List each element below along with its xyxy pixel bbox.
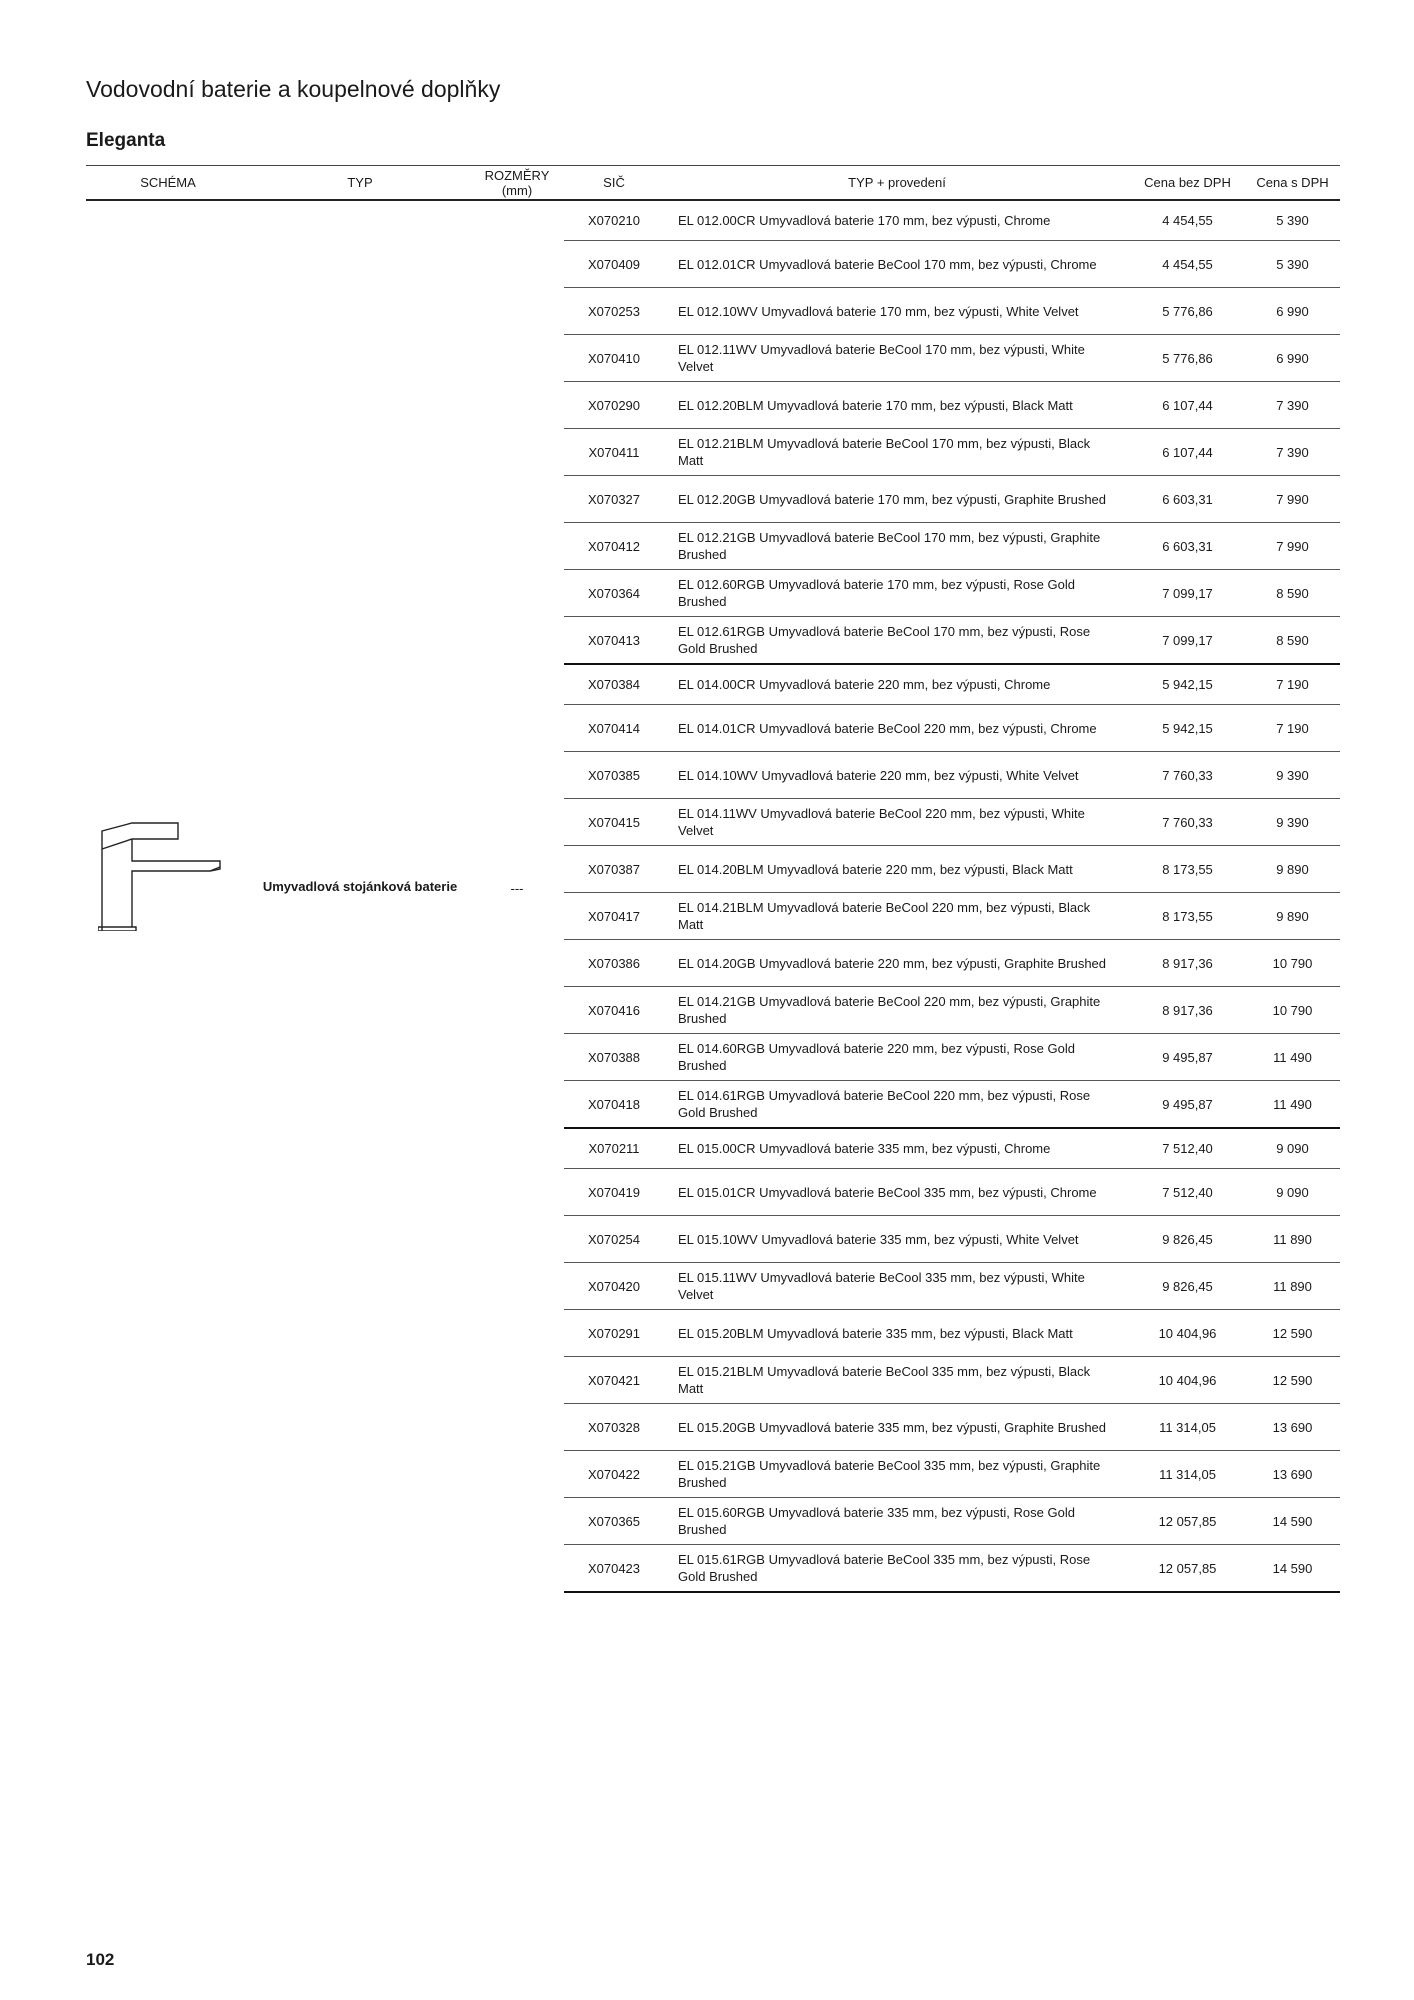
price-without-vat-cell: 9 826,45 (1162, 1278, 1213, 1294)
table-row (564, 1169, 1340, 1216)
sic-cell: X070387 (587, 861, 641, 877)
price-with-vat-cell: 7 390 (1276, 397, 1309, 413)
sic-cell: X070364 (587, 585, 641, 601)
price-with-vat-cell: 9 390 (1276, 814, 1309, 830)
sic-cell: X070385 (587, 767, 641, 783)
sic-cell: X070414 (587, 720, 641, 736)
sic-cell: X070422 (587, 1466, 641, 1482)
table-row (564, 476, 1340, 523)
description-cell: EL 015.10WV Umyvadlová baterie 335 mm, bez výpusti, White Velvet (678, 1231, 1079, 1247)
price-without-vat-cell: 8 173,55 (1162, 908, 1213, 924)
table-row (564, 1034, 1340, 1081)
header-schema: SCHÉMA (140, 175, 196, 190)
price-without-vat-cell: 8 917,36 (1162, 955, 1213, 971)
description-cell: EL 015.21GB Umyvadlová baterie BeCool 335 mm, bez výpusti, Graphite Brushed (678, 1458, 1101, 1490)
price-without-vat-cell: 5 776,86 (1162, 303, 1213, 319)
sic-cell: X070419 (587, 1184, 641, 1200)
price-with-vat-cell: 6 990 (1276, 350, 1309, 366)
table-row (564, 429, 1340, 476)
sic-cell: X070418 (587, 1096, 641, 1112)
price-without-vat-cell: 4 454,55 (1162, 213, 1213, 228)
sic-cell: X070410 (587, 350, 641, 366)
description-cell: EL 014.21GB Umyvadlová baterie BeCool 220 mm, bez výpusti, Graphite Brushed (678, 994, 1101, 1026)
sic-cell: X070291 (587, 1325, 641, 1341)
header-typ-provedeni: TYP + provedení (848, 175, 946, 190)
price-without-vat-cell: 11 314,05 (1159, 1466, 1216, 1482)
product-group-cell (86, 201, 564, 1593)
price-without-vat-cell: 12 057,85 (1158, 1513, 1217, 1529)
sic-cell: X070211 (588, 1141, 640, 1156)
price-without-vat-cell: 11 314,05 (1159, 1419, 1216, 1435)
price-with-vat-cell: 8 590 (1276, 632, 1309, 648)
table-row (564, 241, 1340, 288)
price-with-vat-cell: 14 590 (1272, 1513, 1313, 1529)
table-row (564, 570, 1340, 617)
description-cell: EL 014.10WV Umyvadlová baterie 220 mm, bez výpusti, White Velvet (678, 767, 1079, 783)
price-with-vat-cell: 11 890 (1273, 1278, 1312, 1294)
table-row (564, 987, 1340, 1034)
description-cell: EL 014.20BLM Umyvadlová baterie 220 mm, bez výpusti, Black Matt (678, 861, 1073, 877)
price-without-vat-cell: 5 776,86 (1162, 350, 1213, 366)
price-with-vat-cell: 13 690 (1272, 1419, 1313, 1435)
price-without-vat-cell: 8 917,36 (1162, 1002, 1213, 1018)
price-with-vat-cell: 7 190 (1276, 720, 1309, 736)
table-row (564, 617, 1340, 665)
price-with-vat-cell: 12 590 (1272, 1372, 1313, 1388)
price-without-vat-cell: 7 760,33 (1162, 767, 1213, 783)
table-rows (564, 201, 1340, 1593)
price-with-vat-cell: 6 990 (1276, 303, 1309, 319)
sic-cell: X070409 (587, 256, 641, 272)
table-row (564, 1357, 1340, 1404)
header-cena-bez-dph: Cena bez DPH (1144, 175, 1231, 190)
sic-cell: X070415 (587, 814, 641, 830)
price-without-vat-cell: 6 603,31 (1162, 491, 1213, 507)
description-cell: EL 012.21BLM Umyvadlová baterie BeCool 170 mm, bez výpusti, Black Matt (678, 436, 1091, 468)
sic-cell: X070411 (588, 444, 640, 460)
sic-cell: X070386 (587, 955, 641, 971)
price-without-vat-cell: 9 495,87 (1162, 1049, 1213, 1065)
price-without-vat-cell: 10 404,96 (1158, 1325, 1217, 1341)
price-without-vat-cell: 4 454,55 (1162, 256, 1213, 272)
description-cell: EL 012.20GB Umyvadlová baterie 170 mm, bez výpusti, Graphite Brushed (678, 491, 1107, 507)
description-cell: EL 015.11WV Umyvadlová baterie BeCool 335 mm, bez výpusti, White Velvet (678, 1270, 1085, 1302)
description-cell: EL 015.21BLM Umyvadlová baterie BeCool 335 mm, bez výpusti, Black Matt (678, 1364, 1091, 1396)
price-with-vat-cell: 14 590 (1272, 1560, 1313, 1576)
description-cell: EL 014.61RGB Umyvadlová baterie BeCool 220 mm, bez výpusti, Rose Gold Brushed (678, 1088, 1091, 1120)
price-with-vat-cell: 10 790 (1272, 1002, 1313, 1018)
price-without-vat-cell: 5 942,15 (1162, 720, 1213, 736)
description-cell: EL 015.60RGB Umyvadlová baterie 335 mm, bez výpusti, Rose Gold Brushed (678, 1505, 1075, 1537)
table-body (86, 201, 1340, 1593)
description-cell: EL 015.01CR Umyvadlová baterie BeCool 335 mm, bez výpusti, Chrome (678, 1184, 1097, 1200)
sic-cell: X070423 (587, 1560, 641, 1576)
table-row (564, 523, 1340, 570)
price-with-vat-cell: 5 390 (1276, 256, 1309, 272)
price-table (86, 165, 1340, 1593)
sic-cell: X070384 (587, 677, 641, 692)
price-without-vat-cell: 7 512,40 (1162, 1141, 1213, 1156)
sic-cell: X070412 (587, 538, 641, 554)
price-without-vat-cell: 9 495,87 (1162, 1096, 1213, 1112)
price-with-vat-cell: 9 890 (1276, 908, 1309, 924)
description-cell: EL 012.10WV Umyvadlová baterie 170 mm, bez výpusti, White Velvet (678, 303, 1079, 319)
price-without-vat-cell: 7 760,33 (1162, 814, 1213, 830)
table-row (564, 940, 1340, 987)
price-with-vat-cell: 11 890 (1273, 1231, 1312, 1247)
price-without-vat-cell: 10 404,96 (1158, 1372, 1217, 1388)
sic-cell: X070420 (587, 1278, 641, 1294)
table-row (564, 288, 1340, 335)
table-row (564, 752, 1340, 799)
page-title: Vodovodní baterie a koupelnové doplňky (86, 76, 501, 102)
sic-cell: X070327 (587, 491, 641, 507)
table-row (564, 665, 1340, 705)
description-cell: EL 014.01CR Umyvadlová baterie BeCool 220 mm, bez výpusti, Chrome (678, 720, 1097, 736)
sic-cell: X070253 (587, 303, 641, 319)
price-without-vat-cell: 6 107,44 (1162, 397, 1213, 413)
sic-cell: X070413 (587, 632, 641, 648)
description-cell: EL 015.20BLM Umyvadlová baterie 335 mm, bez výpusti, Black Matt (678, 1325, 1073, 1341)
description-cell: EL 014.21BLM Umyvadlová baterie BeCool 220 mm, bez výpusti, Black Matt (678, 900, 1091, 932)
description-cell: EL 012.20BLM Umyvadlová baterie 170 mm, bez výpusti, Black Matt (678, 397, 1073, 413)
sic-cell: X070254 (587, 1231, 641, 1247)
table-row (564, 382, 1340, 429)
table-row (564, 201, 1340, 241)
price-without-vat-cell: 12 057,85 (1158, 1560, 1217, 1576)
table-row (564, 335, 1340, 382)
price-without-vat-cell: 8 173,55 (1162, 861, 1213, 877)
description-cell: EL 012.60RGB Umyvadlová baterie 170 mm, bez výpusti, Rose Gold Brushed (678, 577, 1075, 609)
price-with-vat-cell: 7 990 (1276, 491, 1309, 507)
header-typ: TYP (347, 175, 373, 190)
price-with-vat-cell: 11 490 (1273, 1096, 1312, 1112)
price-without-vat-cell: 6 107,44 (1162, 444, 1213, 460)
table-row (564, 1451, 1340, 1498)
sic-cell: X070388 (587, 1049, 641, 1065)
price-with-vat-cell: 12 590 (1272, 1325, 1313, 1341)
price-without-vat-cell: 9 826,45 (1162, 1231, 1213, 1247)
price-with-vat-cell: 9 090 (1276, 1141, 1309, 1156)
sic-cell: X070417 (587, 908, 641, 924)
description-cell: EL 014.60RGB Umyvadlová baterie 220 mm, bez výpusti, Rose Gold Brushed (678, 1041, 1075, 1073)
price-without-vat-cell: 6 603,31 (1162, 538, 1213, 554)
table-row (564, 893, 1340, 940)
header-rozmery: ROZMĚRY (mm) (484, 167, 550, 198)
sic-cell: X070365 (587, 1513, 641, 1529)
header-sic: SIČ (603, 175, 625, 190)
description-cell: EL 015.20GB Umyvadlová baterie 335 mm, bez výpusti, Graphite Brushed (678, 1419, 1107, 1435)
price-with-vat-cell: 8 590 (1276, 585, 1309, 601)
description-cell: EL 012.01CR Umyvadlová baterie BeCool 170 mm, bez výpusti, Chrome (678, 256, 1097, 272)
table-row (564, 799, 1340, 846)
description-cell: EL 012.61RGB Umyvadlová baterie BeCool 170 mm, bez výpusti, Rose Gold Brushed (678, 624, 1091, 656)
price-with-vat-cell: 11 490 (1273, 1049, 1312, 1065)
description-cell: EL 015.61RGB Umyvadlová baterie BeCool 335 mm, bez výpusti, Rose Gold Brushed (678, 1552, 1091, 1584)
price-without-vat-cell: 5 942,15 (1162, 677, 1213, 692)
table-row (564, 1498, 1340, 1545)
description-cell: EL 014.20GB Umyvadlová baterie 220 mm, bez výpusti, Graphite Brushed (678, 955, 1107, 971)
table-row (564, 1216, 1340, 1263)
description-cell: EL 012.11WV Umyvadlová baterie BeCool 170 mm, bez výpusti, White Velvet (678, 342, 1085, 374)
price-without-vat-cell: 7 512,40 (1162, 1184, 1213, 1200)
price-with-vat-cell: 7 390 (1276, 444, 1309, 460)
table-row (564, 846, 1340, 893)
faucet-schematic-icon (98, 821, 238, 931)
price-with-vat-cell: 9 390 (1276, 767, 1309, 783)
page-number: 102 (86, 1950, 115, 1969)
description-cell: EL 015.00CR Umyvadlová baterie 335 mm, bez výpusti, Chrome (678, 1141, 1051, 1156)
sic-cell: X070210 (587, 213, 641, 228)
rozmery-value: --- (510, 881, 524, 896)
description-cell: EL 012.00CR Umyvadlová baterie 170 mm, bez výpusti, Chrome (678, 213, 1051, 228)
price-with-vat-cell: 5 390 (1276, 213, 1309, 228)
price-with-vat-cell: 7 990 (1276, 538, 1309, 554)
price-with-vat-cell: 9 090 (1276, 1184, 1309, 1200)
table-header (86, 165, 1340, 201)
price-with-vat-cell: 7 190 (1276, 677, 1309, 692)
sic-cell: X070416 (587, 1002, 641, 1018)
description-cell: EL 014.11WV Umyvadlová baterie BeCool 220 mm, bez výpusti, White Velvet (678, 806, 1085, 838)
table-row (564, 705, 1340, 752)
section-title: Eleganta (86, 130, 166, 151)
sic-cell: X070290 (587, 397, 641, 413)
description-cell: EL 014.00CR Umyvadlová baterie 220 mm, bez výpusti, Chrome (678, 677, 1051, 692)
table-row (564, 1129, 1340, 1169)
table-row (564, 1310, 1340, 1357)
table-row (564, 1404, 1340, 1451)
table-row (564, 1263, 1340, 1310)
price-with-vat-cell: 9 890 (1276, 861, 1309, 877)
table-row (564, 1545, 1340, 1593)
sic-cell: X070328 (587, 1419, 641, 1435)
header-cena-s-dph: Cena s DPH (1256, 175, 1329, 190)
description-cell: EL 012.21GB Umyvadlová baterie BeCool 170 mm, bez výpusti, Graphite Brushed (678, 530, 1101, 562)
sic-cell: X070421 (587, 1372, 641, 1388)
table-row (564, 1081, 1340, 1129)
price-with-vat-cell: 10 790 (1272, 955, 1313, 971)
typ-label: Umyvadlová stojánková baterie (262, 879, 458, 894)
price-without-vat-cell: 7 099,17 (1162, 632, 1213, 648)
price-without-vat-cell: 7 099,17 (1162, 585, 1213, 601)
price-with-vat-cell: 13 690 (1272, 1466, 1313, 1482)
